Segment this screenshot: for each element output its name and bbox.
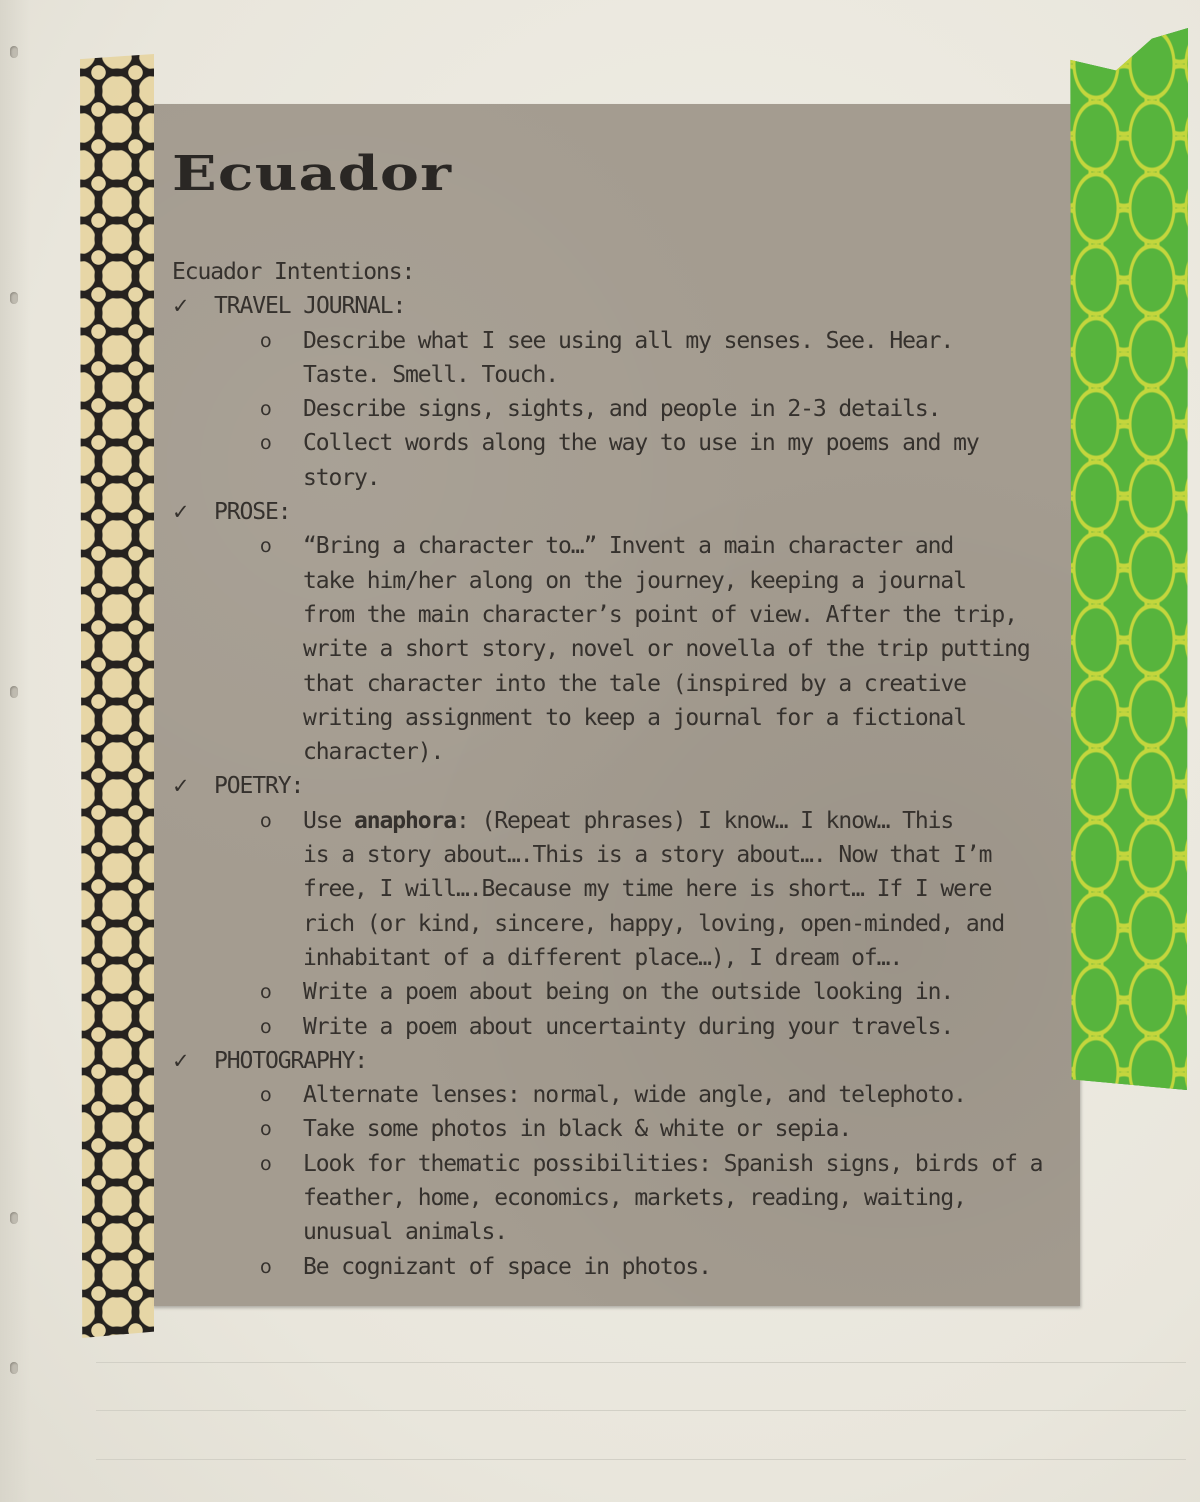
hollow-bullet-icon: o — [260, 398, 271, 421]
binding-hole — [10, 686, 18, 698]
binding-hole — [10, 46, 18, 58]
ruled-line — [96, 1459, 1186, 1460]
item-line: is a story about….This is a story about…. Now that I’m — [303, 842, 992, 869]
item-line: writing assignment to keep a journal for a fictional — [303, 704, 966, 731]
list-item — [172, 529, 1072, 769]
bullet-list — [172, 804, 1072, 1044]
hollow-bullet-icon: o — [260, 981, 271, 1004]
list-item — [172, 1250, 1072, 1284]
item-line — [303, 804, 1072, 838]
hollow-bullet-icon: o — [260, 1015, 271, 1038]
list-item — [172, 1010, 1072, 1044]
list-item — [172, 975, 1072, 1009]
item-line: that character into the tale (inspired by a creative — [303, 670, 966, 697]
section-heading-label: PROSE: — [214, 499, 291, 526]
item-line: “Bring a character to…” Invent a main character and — [303, 533, 954, 560]
item-line: from the main character’s point of view. After the trip, — [303, 601, 1017, 628]
ruled-line — [96, 1410, 1186, 1411]
checkmark-icon: ✓ — [172, 500, 189, 525]
hollow-bullet-icon: o — [260, 809, 271, 832]
leaf-washi-tape-right — [1068, 28, 1188, 1090]
list-item — [172, 1078, 1072, 1112]
list-item — [172, 804, 1072, 975]
item-line: Describe signs, sights, and people in 2-3 details. — [303, 396, 941, 423]
item-line: feather, home, economics, markets, reading, waiting, — [303, 1185, 966, 1212]
page-gutter — [0, 0, 30, 1502]
bullet-list — [172, 529, 1072, 769]
item-line: take him/her along on the journey, keeping a journal — [303, 567, 966, 594]
checkmark-icon: ✓ — [172, 294, 189, 319]
item-line: Taste. Smell. Touch. — [303, 361, 558, 388]
item-line: Take some photos in black & white or sepia. — [303, 1116, 852, 1143]
item-line: story. — [303, 464, 380, 491]
section-heading-label: POETRY: — [214, 773, 304, 800]
bullet-list — [172, 324, 1072, 495]
section-poetry — [172, 769, 1072, 1043]
list-item — [172, 1147, 1072, 1250]
section-heading — [172, 1044, 1072, 1078]
list-item — [172, 324, 1072, 393]
item-line: character). — [303, 739, 444, 766]
section-heading — [172, 289, 1072, 323]
hollow-bullet-icon: o — [260, 1084, 271, 1107]
hollow-bullet-icon: o — [260, 1118, 271, 1141]
patterned-washi-tape-left — [80, 54, 154, 1338]
item-line: Alternate lenses: normal, wide angle, and telephoto. — [303, 1082, 966, 1109]
ruled-line — [96, 1362, 1186, 1363]
list-item — [172, 1112, 1072, 1146]
section-heading-label: TRAVEL JOURNAL: — [214, 293, 406, 320]
section-heading-label: PHOTOGRAPHY: — [214, 1047, 367, 1074]
list-item — [172, 392, 1072, 426]
bold-term-anaphora: anaphora — [354, 807, 456, 834]
item-line: unusual animals. — [303, 1219, 507, 1246]
bullet-list — [172, 1078, 1072, 1284]
section-photography — [172, 1044, 1072, 1284]
item-line: Write a poem about uncertainty during your travels. — [303, 1013, 954, 1040]
hollow-bullet-icon: o — [260, 1152, 271, 1175]
item-line: inhabitant of a different place…), I dream of…. — [303, 944, 903, 971]
checkmark-icon: ✓ — [172, 774, 189, 799]
checkmark-icon: ✓ — [172, 1048, 189, 1073]
item-line-rest: : (Repeat phrases) I know… I know… This — [455, 807, 954, 834]
binding-hole — [10, 1212, 18, 1224]
intentions-list — [172, 255, 1072, 1284]
item-line: rich (or kind, sincere, happy, loving, open-minded, and — [303, 910, 1005, 937]
item-line: Collect words along the way to use in my poems and my — [303, 430, 979, 457]
item-line: write a short story, novel or novella of the trip putting — [303, 636, 1030, 663]
item-line: Describe what I see using all my senses. See. Hear. — [303, 327, 954, 354]
section-prose — [172, 495, 1072, 769]
hollow-bullet-icon: o — [260, 1255, 271, 1278]
hollow-bullet-icon: o — [260, 329, 271, 352]
item-line: Look for thematic possibilities: Spanish signs, birds of a — [303, 1150, 1043, 1177]
intro-heading: Ecuador Intentions: — [172, 259, 415, 285]
use-word: Use — [303, 807, 342, 834]
item-line: Be cognizant of space in photos. — [303, 1253, 711, 1280]
binding-hole — [10, 292, 18, 304]
section-travel-journal — [172, 289, 1072, 495]
hollow-bullet-icon: o — [260, 535, 271, 558]
page-title: Ecuador — [172, 146, 453, 202]
item-line: Write a poem about being on the outside looking in. — [303, 979, 954, 1006]
binding-hole — [10, 1362, 18, 1374]
section-heading — [172, 495, 1072, 529]
hollow-bullet-icon: o — [260, 432, 271, 455]
list-item — [172, 426, 1072, 495]
section-heading — [172, 769, 1072, 803]
item-line: free, I will….Because my time here is short… If I were — [303, 876, 992, 903]
